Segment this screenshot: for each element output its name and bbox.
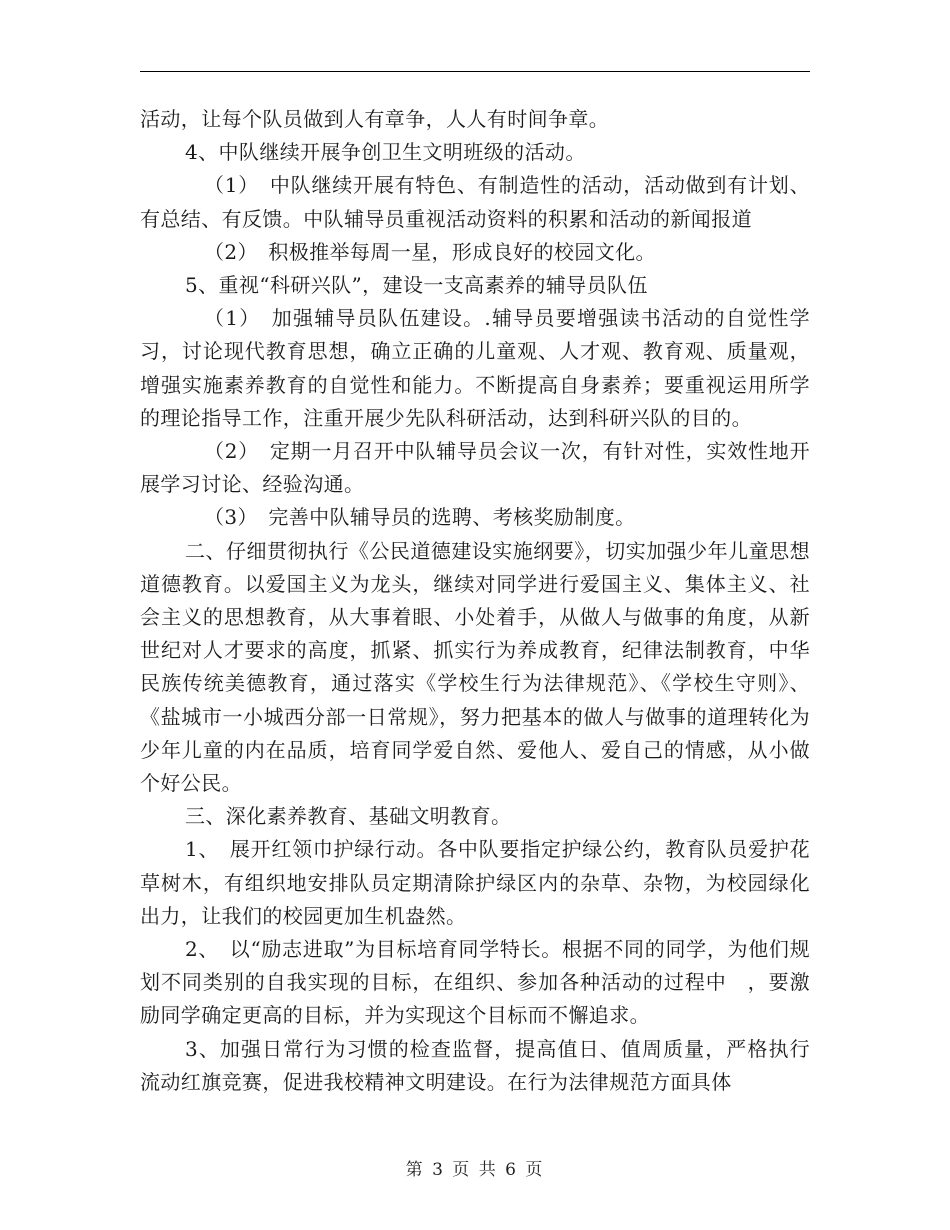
- paragraph: （1） 中队继续开展有特色、有制造性的活动，活动做到有计划、有总结、有反馈。中队辅导员重视活动资料的积累和活动的新闻报道: [140, 173, 810, 231]
- paragraph: （2） 积极推举每周一星，形成良好的校园文化。: [204, 239, 656, 264]
- paragraph: 1、 展开红领巾护绿行动。各中队要指定护绿公约，教育队员爱护花草树木，有组织地安排队员定期清除护绿区内的杂草、杂物，为校园绿化出力，让我们的校园更加生机盎然。: [140, 837, 810, 928]
- paragraph: （3） 完善中队辅导员的选聘、考核奖励制度。: [204, 505, 636, 530]
- paragraph: 4、中队继续开展争创卫生文明班级的活动。: [185, 140, 586, 165]
- paragraph: 2、 以“励志进取”为目标培育同学特长。根据不同的同学，为他们规划不同类别的自我实现的目标，在组织、参加各种活动的过程中 ，要激励同学确定更高的目标，并为实现这个目标而不懈追求。: [140, 937, 810, 1028]
- paragraph: （2） 定期一月召开中队辅导员会议一次，有针对性，实效性地开展学习讨论、经验沟通。: [140, 439, 810, 497]
- document-body: [140, 103, 810, 1099]
- paragraph: 二、仔细贯彻执行《公民道德建设实施纲要》，切实加强少年儿童思想道德教育。以爱国主义为龙头，继续对同学进行爱国主义、集体主义、社会主义的思想教育，从大事着眼、小处着手，从做人与做事的角度，从新世纪对人才要求的高度，抓紧、抓实行为养成教育，纪律法制教育，中华民族传统美德教育，通过落实《学校生行为法律规范》、《学校生守则》、《盐城市一小城西分部一日常规》，努力把基本的做人与做事的道理转化为少年儿童的内在品质，培育同学爱自然、爱他人、爱自己的情感，从小做个好公民。: [140, 538, 810, 796]
- paragraph: 三、深化素养教育、基础文明教育。: [185, 804, 512, 829]
- header-rule: [140, 71, 810, 72]
- paragraph: （1） 加强辅导员队伍建设。.辅导员要增强读书活动的自觉性学习，讨论现代教育思想，确立正确的儿童观、人才观、教育观、质量观，增强实施素养教育的自觉性和能力。不断提高自身素养；要重视运用所学的理论指导工作，注重开展少先队科研活动，达到科研兴队的目的。: [140, 306, 810, 430]
- paragraph: 5、重视“科研兴队”，建设一支高素养的辅导员队伍: [185, 273, 648, 298]
- paragraph: 活动，让每个队员做到人有章争，人人有时间争章。: [140, 107, 610, 131]
- paragraph: 3、加强日常行为习惯的检查监督，提高值日、值周质量，严格执行流动红旗竞赛，促进我校精神文明建设。在行为法律规范方面具体: [140, 1036, 810, 1094]
- page-number-footer: 第 3 页 共 6 页: [405, 1160, 545, 1180]
